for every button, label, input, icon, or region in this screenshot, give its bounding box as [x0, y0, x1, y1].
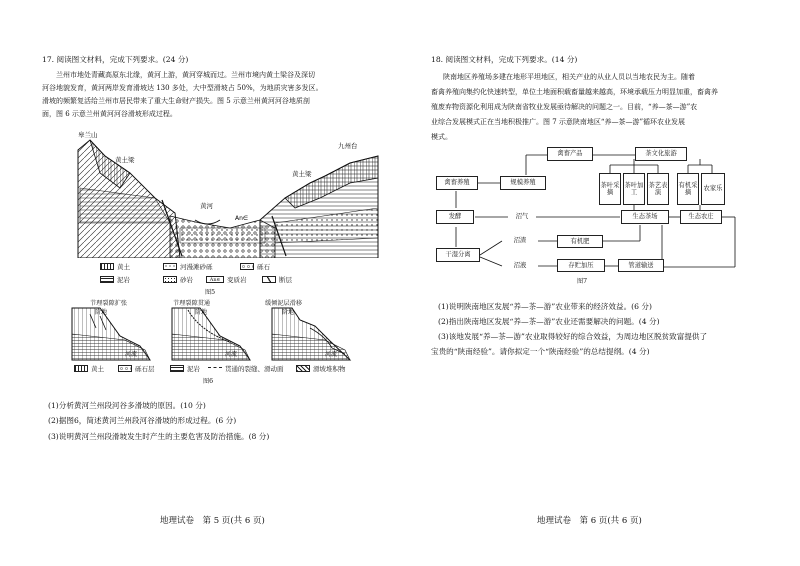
q18-para-3: 殖废弃物资源化利用成为陕南省牧业发展亟待解决的问题之一。目前，“养—茶—游”农: [431, 103, 698, 111]
box-tea-art: 茶艺表演: [647, 173, 669, 205]
legend-metamorphic: An∈ 变质岩: [206, 275, 247, 284]
q17-sub-1: (1)分析黄河兰州段河谷多滑坡的原因。(10 分): [48, 401, 206, 410]
label-loess-ridge-1: 黄土梁: [115, 156, 135, 164]
q18-para-5: 模式。: [431, 133, 452, 141]
box-storage: 存贮加压: [557, 259, 605, 272]
legend-fault: 断层: [262, 275, 292, 284]
box-livestock-breeding: 禽畜养殖: [436, 176, 478, 190]
q17-title: 17. 阅读图文材料，完成下列要求。(24 分): [42, 55, 189, 64]
svg-text:阶地: 阶地: [195, 309, 208, 316]
svg-text:河流: 河流: [225, 351, 238, 358]
box-tea-tourism: 茶文化旅游: [635, 147, 687, 161]
q18-sub-3-cont: 宝贵的“陕南经验”。请你拟定一个“陕南经验”的总结提纲。(4 分): [431, 347, 650, 356]
q18-para-4: 业综合发展模式正在当地积极推广。图 7 示意陕南地区“养—茶—游”循环农业发展: [431, 118, 686, 126]
left-footer: 地理试卷 第 5 页(共 6 页): [160, 516, 265, 526]
legend-mudstone: 泥岩: [100, 275, 130, 284]
box-organic-fert: 有机肥: [557, 235, 603, 248]
box-organic-pick: 有机采摘: [677, 173, 699, 205]
q18-sub-2: (2)指出陕南地区发展“养—茶—游”农业还需要解决的问题。(4 分): [438, 317, 660, 326]
legend-sandstone: 砂岩: [163, 275, 193, 284]
q17-para-2: 河谷地貌发育，黄河两岸发育滑坡达 130 多处，大中型滑坡占 50%，为地质灾害多发区。: [42, 84, 323, 92]
q17-para-4: 面，图 6 示意兰州黄河河谷滑坡形成过程。: [42, 110, 177, 118]
fig6-panel-1-title: 节理裂隙扩张: [90, 300, 128, 307]
fig6-legend-gravel: 砾石层: [118, 364, 155, 373]
svg-text:河流: 河流: [325, 351, 338, 358]
svg-text:阶地: 阶地: [282, 309, 295, 316]
q18-title: 18. 阅读图文材料，完成下列要求。(14 分): [431, 55, 578, 64]
label-loess-ridge-2: 黄土梁: [292, 170, 312, 178]
q17-para-3: 滑坡的频繁复活给兰州市居民带来了重大生命财产损失。图 5 示意兰州黄河河谷地质剖: [42, 97, 310, 105]
figure-6-panels: [70, 306, 370, 362]
label-gaolan: 皋兰山: [78, 131, 98, 139]
svg-text:河流: 河流: [125, 351, 138, 358]
q17-para-1: 兰州市地处青藏高原东北缘，黄河上游，黄河穿城而过。兰州市境内黄土梁谷及深切: [56, 71, 315, 79]
fig6-panel-3-title: 缓倾泥层滑移: [265, 300, 303, 307]
box-livestock-products: 禽畜产品: [547, 147, 593, 161]
box-scale-farm: 规模养殖: [500, 176, 546, 190]
figure-7-caption: 图7: [577, 278, 588, 285]
box-residue: 沼渣: [503, 235, 537, 247]
legend-gravel: 砾石: [240, 262, 270, 271]
figure-6-caption: 图6: [203, 378, 214, 385]
legend-loess: 黄土: [100, 262, 130, 271]
fig6-legend-slip-surface: 贯通的裂缝、滑动面: [208, 364, 284, 373]
box-pipeline: 管道输送: [618, 259, 664, 272]
q18-sub-3: (3)该地发展“养—茶—游”农业取得较好的综合效益，为周边地区脱贫致富提供了: [438, 332, 708, 341]
label-yellow-river: 黄河: [200, 202, 213, 210]
q18-sub-1: (1)说明陕南地区发展“养—茶—游”农业带来的经济效益。(6 分): [438, 302, 652, 311]
q17-sub-2: (2)据图6，简述黄河兰州段河谷滑坡的形成过程。(6 分): [48, 416, 237, 425]
box-liquid: 沼液: [503, 260, 537, 272]
figure-5-caption: 图5: [205, 289, 216, 296]
box-eco-farm: 生态农庄: [680, 210, 722, 224]
box-fermentation: 发酵: [436, 210, 474, 224]
fig6-legend-loess: 黄土: [74, 364, 104, 373]
box-eco-tea: 生态茶场: [621, 210, 669, 224]
box-biogas: 沼气: [508, 210, 536, 224]
fig6-legend-deposit: 滑坡堆积物: [296, 364, 346, 373]
label-anz: An∈: [235, 215, 249, 222]
right-footer: 地理试卷 第 6 页(共 6 页): [537, 516, 642, 526]
box-dry-wet: 干湿分离: [436, 248, 480, 262]
q18-para-1: 陕南地区养殖场多建在地形平坦地区，相关产业的从业人员以当地农民为主。随着: [443, 73, 695, 81]
box-tea-pick: 茶叶采摘: [599, 173, 621, 205]
svg-text:阶地: 阶地: [95, 309, 108, 316]
box-tea-process: 茶叶加工: [623, 173, 645, 205]
fig6-panel-2-title: 节理裂隙贯通: [173, 300, 211, 307]
box-farmhouse: 农家乐: [701, 173, 725, 205]
q18-para-2: 畜禽养殖向集约化快速转型，单位土地面积载畜量越来越高，环境承载压力明显加重，畜禽养: [431, 88, 718, 96]
figure-5-section: [60, 128, 380, 258]
fig6-legend-mudstone: 泥岩: [170, 364, 200, 373]
legend-floodplain: 河漫滩砂砾: [163, 262, 213, 271]
q17-sub-3: (3)说明黄河兰州段滑坡发生时产生的主要危害及防治措施。(8 分): [48, 432, 270, 441]
label-jiuzhou: 九州台: [338, 142, 358, 150]
